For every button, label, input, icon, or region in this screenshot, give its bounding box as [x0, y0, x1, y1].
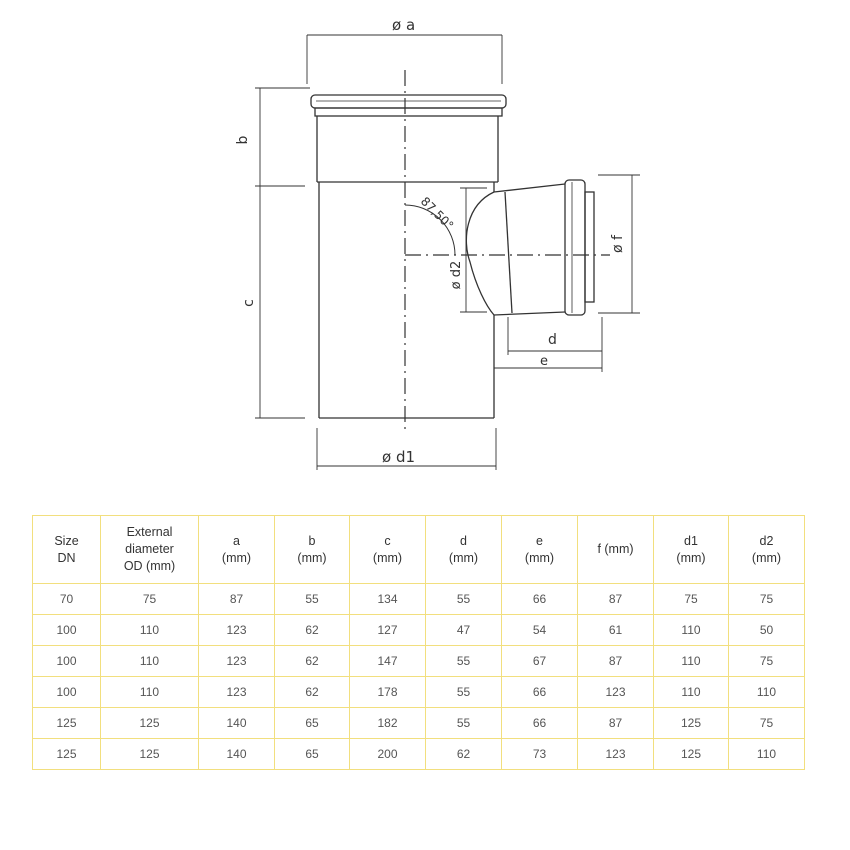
table-row: [33, 708, 805, 739]
table-cell: 54: [502, 615, 578, 646]
table-cell: 125: [654, 708, 729, 739]
table-cell: 65: [275, 708, 350, 739]
table-cell: 134: [350, 584, 426, 615]
label-c: c: [241, 299, 257, 307]
table-cell: 182: [350, 708, 426, 739]
table-row: [33, 739, 805, 770]
table-cell: 125: [33, 739, 101, 770]
table-cell: 125: [101, 739, 199, 770]
label-dia-d2: ø d2: [449, 260, 464, 290]
table-cell: 123: [199, 615, 275, 646]
label-dia-f: ø f: [610, 235, 626, 253]
table-row: [33, 677, 805, 708]
table-row: [33, 646, 805, 677]
table-cell: 87: [199, 584, 275, 615]
table-cell: 61: [578, 615, 654, 646]
table-cell: 55: [275, 584, 350, 615]
table-cell: 140: [199, 708, 275, 739]
table-cell: 62: [275, 615, 350, 646]
table-cell: 110: [729, 739, 805, 770]
table-cell: 62: [275, 677, 350, 708]
top-socket-lip: [315, 108, 502, 116]
table-cell: 123: [199, 646, 275, 677]
header-d2: d2 (mm): [729, 516, 805, 584]
header-e: e (mm): [502, 516, 578, 584]
table-cell: 87: [578, 584, 654, 615]
branch-socket: [565, 180, 585, 315]
table-cell: 75: [654, 584, 729, 615]
table-cell: 70: [33, 584, 101, 615]
table-cell: 178: [350, 677, 426, 708]
table-cell: 75: [729, 584, 805, 615]
table-body: [33, 584, 805, 770]
table-cell: 66: [502, 677, 578, 708]
header-b: b (mm): [275, 516, 350, 584]
table-cell: 127: [350, 615, 426, 646]
table-cell: 47: [426, 615, 502, 646]
branch-curve: [466, 192, 494, 315]
table-cell: 66: [502, 584, 578, 615]
table-header-row: [33, 516, 805, 584]
label-e: e: [540, 354, 548, 369]
table-cell: 110: [654, 615, 729, 646]
table-row: [33, 615, 805, 646]
table-cell: 87: [578, 708, 654, 739]
table-cell: 123: [578, 739, 654, 770]
table-cell: 200: [350, 739, 426, 770]
table-cell: 140: [199, 739, 275, 770]
table-cell: 55: [426, 677, 502, 708]
table-cell: 147: [350, 646, 426, 677]
header-size-dn: Size DN: [33, 516, 101, 584]
label-dia-d1: ø d1: [382, 448, 416, 466]
table-cell: 87: [578, 646, 654, 677]
header-d1: d1 (mm): [654, 516, 729, 584]
header-c: c (mm): [350, 516, 426, 584]
top-socket-ring: [311, 95, 506, 108]
label-dia-a: ø a: [392, 16, 416, 34]
header-f: f (mm): [578, 516, 654, 584]
label-b: b: [235, 135, 251, 145]
header-d: d (mm): [426, 516, 502, 584]
header-external-diameter: External diameter OD (mm): [101, 516, 199, 584]
table-cell: 75: [729, 708, 805, 739]
table-cell: 67: [502, 646, 578, 677]
table-cell: 110: [101, 615, 199, 646]
table-row: [33, 584, 805, 615]
table-cell: 55: [426, 708, 502, 739]
table-cell: 123: [199, 677, 275, 708]
table-cell: 125: [33, 708, 101, 739]
table-cell: 100: [33, 615, 101, 646]
table-cell: 62: [275, 646, 350, 677]
table-cell: 110: [729, 677, 805, 708]
label-angle: 87,50°: [417, 194, 457, 233]
table-cell: 125: [654, 739, 729, 770]
table-cell: 55: [426, 646, 502, 677]
table-cell: 110: [654, 677, 729, 708]
table-cell: 125: [101, 708, 199, 739]
table-cell: 66: [502, 708, 578, 739]
table-cell: 100: [33, 646, 101, 677]
table-cell: 50: [729, 615, 805, 646]
table-cell: 110: [101, 677, 199, 708]
dimension-table: [32, 515, 805, 770]
table-cell: 55: [426, 584, 502, 615]
table-cell: 75: [101, 584, 199, 615]
table-cell: 65: [275, 739, 350, 770]
label-d: d: [548, 332, 557, 348]
table-cell: 62: [426, 739, 502, 770]
table-cell: 110: [101, 646, 199, 677]
table-cell: 100: [33, 677, 101, 708]
table-cell: 73: [502, 739, 578, 770]
table-cell: 123: [578, 677, 654, 708]
header-a: a (mm): [199, 516, 275, 584]
table-cell: 110: [654, 646, 729, 677]
table-cell: 75: [729, 646, 805, 677]
